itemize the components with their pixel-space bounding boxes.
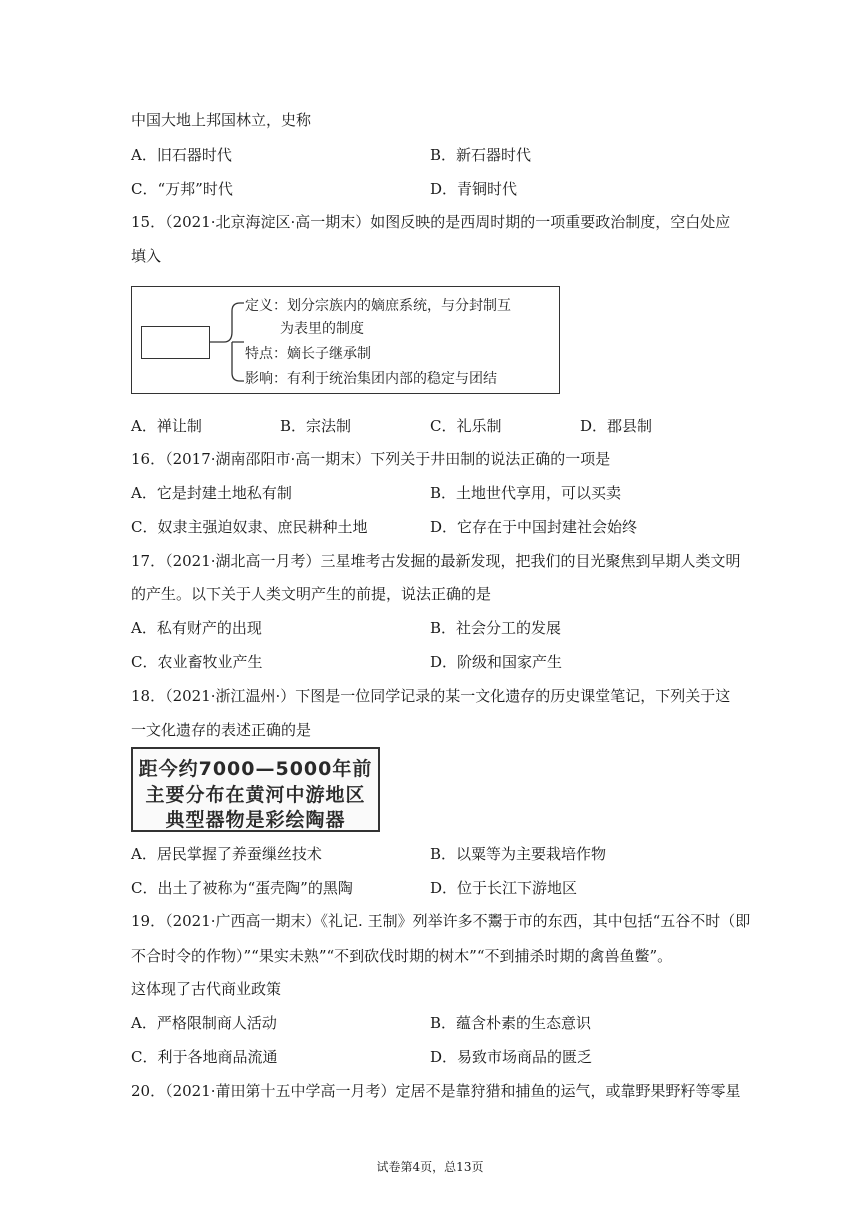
- page-footer: 试卷第4页，总13页: [376, 1160, 484, 1174]
- question-17-stem-line1: 17．（2021·湖北高一月考）三星堆考古发掘的最新发现，把我们的目光聚焦到早期人类文明: [131, 552, 741, 570]
- question-18-stem-line2: 一文化遗存的表述正确的是: [131, 721, 312, 739]
- q18-option-a: A．居民掌握了养蚕缫丝技术: [131, 845, 322, 863]
- q18-option-d: D．位于长江下游地区: [430, 879, 578, 897]
- question-19-stem-line1: 19．（2021·广西高一期末）《礼记. 王制》列举许多不鬻于市的东西，其中包括“五谷不时（即: [131, 912, 751, 930]
- q16-option-a: A．它是封建土地私有制: [131, 484, 292, 502]
- q14-option-d: D．青铜时代: [430, 180, 518, 198]
- diagram-definition-line1: 定义：划分宗族内的嫡庶系统，与分封制互: [245, 298, 511, 314]
- question-20-stem-line1: 20．（2021·莆田第十五中学高一月考）定居不是靠狩猎和捕鱼的运气，或靠野果野籽等零星: [131, 1082, 741, 1100]
- q14-option-a: A．旧石器时代: [131, 146, 232, 164]
- class-note-image: [131, 747, 380, 832]
- question-16-stem: 16．（2017·湖南邵阳市·高一期末）下列关于井田制的说法正确的一项是: [131, 450, 611, 468]
- q17-option-a: A．私有财产的出现: [131, 619, 262, 637]
- q14-option-b: B．新石器时代: [430, 146, 532, 164]
- q15-option-c: C．礼乐制: [430, 417, 502, 435]
- q19-option-d: D．易致市场商品的匮乏: [430, 1048, 593, 1066]
- q16-option-c: C．奴隶主强迫奴隶、庶民耕种土地: [131, 518, 368, 536]
- q18-option-c: C．出土了被称为“蛋壳陶”的黑陶: [131, 879, 353, 897]
- q16-option-b: B．土地世代享用，可以买卖: [430, 484, 622, 502]
- q17-option-d: D．阶级和国家产生: [430, 653, 563, 671]
- zongfa-diagram: [131, 286, 560, 394]
- q18-option-b: B．以粟等为主要栽培作物: [430, 845, 607, 863]
- note-line-1: 距今约7000—5000年前: [138, 758, 373, 780]
- note-line-2: 主要分布在黄河中游地区: [145, 784, 366, 806]
- note-line-3: 典型器物是彩绘陶器: [165, 809, 346, 831]
- diagram-feature: 特点：嫡长子继承制: [245, 346, 371, 362]
- question-17-stem-line2: 的产生。以下关于人类文明产生的前提，说法正确的是: [131, 585, 492, 603]
- q19-option-c: C．利于各地商品流通: [131, 1048, 278, 1066]
- q19-option-a: A．严格限制商人活动: [131, 1014, 277, 1032]
- question-19-stem-line3: 这体现了古代商业政策: [131, 980, 282, 998]
- q15-option-d: D．郡县制: [580, 417, 653, 435]
- question-14-stem: 中国大地上邦国林立，史称: [131, 111, 312, 129]
- diagram-influence: 影响：有利于统治集团内部的稳定与团结: [245, 371, 497, 387]
- q17-option-b: B．社会分工的发展: [430, 619, 562, 637]
- q16-option-d: D．它存在于中国封建社会始终: [430, 518, 638, 536]
- q17-option-c: C．农业畜牧业产生: [131, 653, 263, 671]
- question-18-stem-line1: 18．（2021·浙江温州·）下图是一位同学记录的某一文化遗存的历史课堂笔记，下列关于这: [131, 687, 731, 705]
- q19-option-b: B．蕴含朴素的生态意识: [430, 1014, 592, 1032]
- q15-option-b: B．宗法制: [280, 417, 352, 435]
- question-15-stem-line2: 填入: [131, 247, 162, 265]
- q15-option-a: A．禅让制: [131, 417, 202, 435]
- question-19-stem-line2: 不合时令的作物）”“果实未熟”“不到砍伐时期的树木”“不到捕杀时期的禽兽鱼鳖”。: [131, 947, 673, 965]
- diagram-definition-line2: 为表里的制度: [280, 321, 364, 337]
- q14-option-c: C．“万邦”时代: [131, 180, 233, 198]
- question-15-stem-line1: 15．（2021·北京海淀区·高一期末）如图反映的是西周时期的一项重要政治制度，空白处应: [131, 213, 731, 231]
